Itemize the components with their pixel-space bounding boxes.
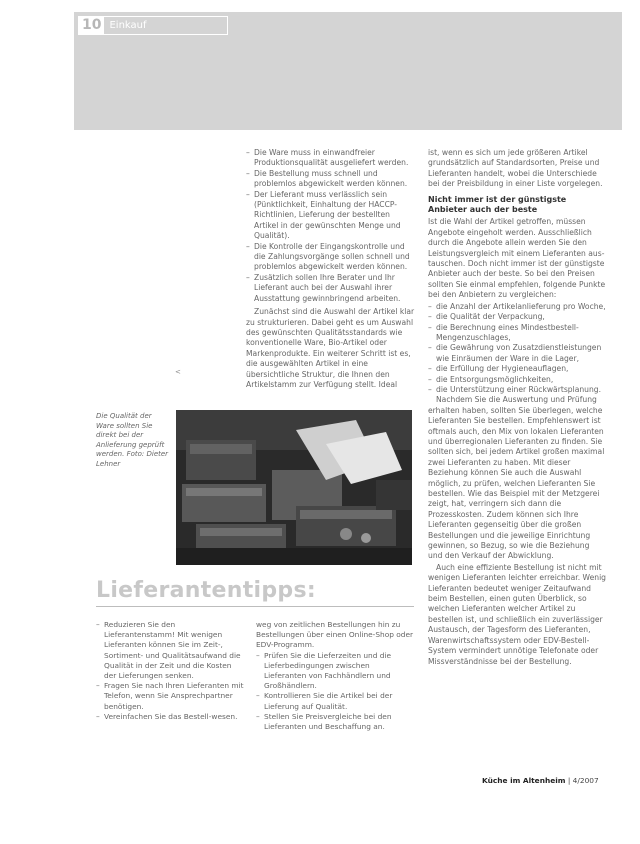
page-footer [482, 776, 599, 785]
tips-title: Lieferantentipps: [96, 578, 316, 603]
requirements-list [246, 148, 416, 304]
photo-image [176, 410, 412, 565]
body-paragraph: ist, wenn es sich um jede größeren Artikel grundsätzlich auf Standardsorten, Preise und Lieferanten handelt, wobei die Unterschiede bei der Preisbildung in einer Liste vorgelegen. [428, 148, 603, 189]
list-item: – Die Bestellung muss schnell und problemlos abgewickelt werden können. [246, 169, 416, 190]
section-label: Einkauf [109, 20, 147, 31]
list-item: – Die Ware muss in einwandfreier Produktionsqualität ausgeliefert werden. [246, 148, 416, 169]
body-paragraph: Auch eine effiziente Bestellung ist nicht mit wenigen Lieferanten leichter erreichbar. Wenig Lieferanten bedeutet weniger Zeitaufwand beim Bestellen, einen guten Überblick, so welchen Lieferanten welcher Artikel zu bestellen ist, und schließlich ein zuverlässiger Austausch, der Tagesform des Lieferanten, Warenwirtschaftssystem oder EDV-Bestell-System vermindert unnötige Telefonate oder Missverständnisse bei der Bestellung. [428, 562, 606, 666]
tip-continuation: weg von zeitlichen Bestellungen hin zu Bestellungen über einen Online-Shop oder EDV-Programm. [256, 620, 414, 650]
list-item: – die Qualität der Verpackung, [428, 312, 606, 322]
section-tab [78, 16, 228, 35]
magazine-name: Küche im Altenheim [482, 776, 566, 785]
body-paragraph: Nachdem Sie die Auswertung und Prüfung erhalten haben, sollten Sie überlegen, welche Lieferanten Sie bestellen. Empfehlenswert ist oftmals auch, den Mix von lokalen Lieferanten und überregionalen Lieferanten zu finden. Sie sollten sich, bei jedem Artikel großen maximal zwei Lieferanten zu haben. Mit dieser Beziehung können Sie auch die Auswahl möglich, zu prüfen, welchen Lieferanten Sie bestellen. Wie das Beispiel mit der Metzgerei zeigt, hat, verringern sich dann die Prozesskosten. Zudem können sich Ihre Lieferanten gegenseitig über die großen Bestellungen und die jeweilige Einrichtung gewinnen, so Bezug, so wie die Beziehung und den Verkauf der Abwicklung. [428, 395, 605, 561]
tip-item: – Prüfen Sie die Lieferzeiten und die Lieferbedingungen zwischen Lieferanten von Fachhändlern und Großhändlern. [256, 651, 414, 692]
body-paragraph: Zunächst sind die Auswahl der Artikel klar zu strukturieren. Dabei geht es um Auswahl des gewünschten Qualitätsstandards wie konventionelle Ware, Bio-Artikel oder Markenprodukte. Ein weiterer Schritt ist es, die ausgewählten Artikel in eine übersichtliche Struktur, die Ihnen den Artikelstamm zur Verfügung stellt. Ideal [246, 307, 415, 389]
list-item: – die Anzahl der Artikelanlieferung pro Woche, [428, 302, 606, 312]
tip-item: – Vereinfachen Sie das Bestell-wesen. [96, 712, 246, 722]
subheading: Nicht immer ist der günstigste Anbieter auch der beste [428, 194, 567, 215]
list-item: – die Entsorgungsmöglichkeiten, [428, 375, 606, 385]
list-item: – Der Lieferant muss verlässlich sein (Pünktlichkeit, Einhaltung der HACCP-Richtlinien, Lieferung der bestellten Artikel in der gewünschten Menge und Qualität). [246, 190, 416, 242]
photo-caption [96, 412, 170, 470]
list-item: – die Berechnung eines Mindestbestell-Mengenzuschlages, [428, 323, 606, 344]
list-item: – die Erfüllung der Hygieneauflagen, [428, 364, 606, 374]
body-paragraph: Ist die Wahl der Artikel getroffen, müssen Angebote eingeholt werden. Ausschließlich durch die Angebote allein werden Sie den Leistungsvergleich mit einem Lieferanten aus-tauschen. Doch nicht immer ist der günstigste Anbieter auch der beste. So bei den Preisen sollten Sie einmal empfehlen, folgende Punkte bei den Anbietern zu vergleichen: [428, 217, 606, 300]
list-item: – die Unterstützung einer Rückwärtsplanung. [428, 385, 606, 395]
issue-number: 4/2007 [572, 776, 599, 785]
photo-credit: Foto: Dieter Lehner [96, 450, 169, 468]
page-number: 10 [79, 17, 104, 34]
divider [96, 606, 414, 607]
tips-column-a [96, 620, 246, 722]
list-item: – die Gewährung von Zusatzdienstleistungen wie Einräumen der Ware in die Lager, [428, 343, 606, 364]
margin-mark: < [175, 368, 181, 376]
delivery-photo [176, 410, 412, 565]
comparison-checklist [428, 302, 606, 396]
tip-item: – Fragen Sie nach Ihren Lieferanten mit Telefon, wenn Sie Ansprechpartner benötigen. [96, 681, 246, 712]
tip-item: – Stellen Sie Preisvergleiche bei den Lieferanten und Beschaffung an. [256, 712, 414, 732]
tips-column-b [256, 620, 414, 732]
tip-item: – Reduzieren Sie den Lieferantenstamm! Mit wenigen Lieferanten können Sie im Zeit-, Sortiment- und Qualitätsaufwand die Qualität in der Zeit und die Kosten der Lieferungen senken. [96, 620, 246, 681]
middle-column [246, 148, 416, 391]
issue-separator: | [567, 776, 573, 785]
caption-text: Die Qualität der Ware sollten Sie direkt bei der Anlieferung geprüft werden. [96, 412, 165, 459]
list-item: – Zusätzlich sollen Ihre Berater und Ihr Lieferant auch bei der Auswahl ihrer Ausstattung gewinnbringend arbeiten. [246, 273, 416, 304]
tip-item: – Kontrollieren Sie die Artikel bei der Lieferung auf Qualität. [256, 691, 414, 711]
list-item: – Die Kontrolle der Eingangskontrolle und die Zahlungsvorgänge sollen schnell und problemlos abgewickelt werden können. [246, 242, 416, 273]
right-column [428, 148, 606, 668]
